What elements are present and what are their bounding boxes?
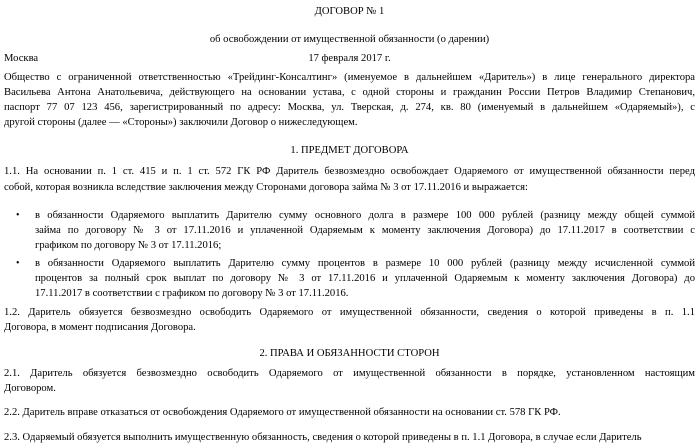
document-subtitle: об освобождении от имущественной обязанности (о дарении) bbox=[209, 34, 490, 45]
document-date: 17 февраля 2017 г. bbox=[308, 53, 391, 64]
clause-1-2-line-2: Договора, в момент подписания Договора. bbox=[4, 322, 196, 333]
bullet-1-line-3: графиком по договору № 3 от 17.11.2016; bbox=[35, 240, 222, 251]
section-1-heading: 1. ПРЕДМЕТ ДОГОВОРА bbox=[290, 145, 409, 156]
bullet-1-line-1: в обязанности Одаряемого выплатить Дарителю сумму основного долга в размере 100 000 рублей (разницу между общей суммой bbox=[35, 210, 695, 221]
clause-1-1-line-2: собой, которая возникла вследствие заключения между Сторонами договора займа № 3 от 17.11.2016 и выражается: bbox=[4, 182, 528, 193]
clause-2-2: 2.2. Даритель вправе отказаться от освобождения Одаряемого от имущественной обязанности на основании ст. 578 ГК РФ. bbox=[4, 407, 561, 418]
section-2-heading: 2. ПРАВА И ОБЯЗАННОСТИ СТОРОН bbox=[259, 348, 440, 359]
document-city: Москва bbox=[4, 53, 39, 64]
bullet-icon: • bbox=[16, 210, 20, 221]
clause-2-3: 2.3. Одаряемый обязуется выполнить имущественную обязанность, сведения о которой приведены в п. 1.1 Договора, в случае если Даритель bbox=[4, 432, 642, 443]
clause-2-1-line-1: 2.1. Даритель обязуется безвозмездно освободить Одаряемого от имущественной обязанности в порядке, установленном настоящим bbox=[4, 368, 695, 379]
bullet-1-line-2: займа по договору № 3 от 17.11.2016 и уплаченной Одаряемым к моменту заключения Договора) до 17.11.2017 в соответствии с bbox=[35, 225, 695, 236]
clause-1-2-line-1: 1.2. Даритель обязуется безвозмездно освободить Одаряемого от имущественной обязанности, сведения о которой приведены в п. 1.1 bbox=[4, 307, 695, 318]
bullet-2-line-1: в обязанности Одаряемого выплатить Дарителю сумму процентов в размере 10 000 рублей (разницу между исчисленной суммой bbox=[35, 258, 695, 269]
preamble-line-4: другой стороны (далее — «Стороны») заключили Договор о нижеследующем. bbox=[4, 117, 358, 128]
clause-2-1-line-2: Договором. bbox=[4, 383, 56, 394]
clause-1-1-line-1: 1.1. На основании п. 1 ст. 415 и п. 1 ст. 572 ГК РФ Даритель безвозмездно освобождает Одаряемого от имущественной обязанности перед bbox=[4, 166, 695, 177]
document-title: ДОГОВОР № 1 bbox=[314, 6, 385, 17]
bullet-2-line-3: 17.11.2017 в соответствии с графиком по договору № 3 от 17.11.2016. bbox=[35, 288, 349, 299]
preamble-line-2: Васильева Антона Анатольевича, действующего на основании устава, с одной стороны и гражданин России Петров Владимир Степанович, bbox=[4, 87, 695, 98]
bullet-2-line-2: процентов за полный срок выплат по договору № 3 от 17.11.2016 и уплаченной Одаряемым к моменту заключения Договора) до bbox=[35, 273, 695, 284]
preamble-line-3: паспорт 77 07 123 456, зарегистрированный по адресу: Москва, ул. Тверская, д. 274, кв. 80 (именуемый в дальнейшем «Одаряемый»), с bbox=[4, 102, 695, 113]
preamble-line-1: Общество с ограниченной ответственностью «Трейдинг-Консалтинг» (именуемое в дальнейшем «Даритель») в лице генерального директора bbox=[4, 72, 695, 83]
bullet-icon: • bbox=[16, 258, 20, 269]
